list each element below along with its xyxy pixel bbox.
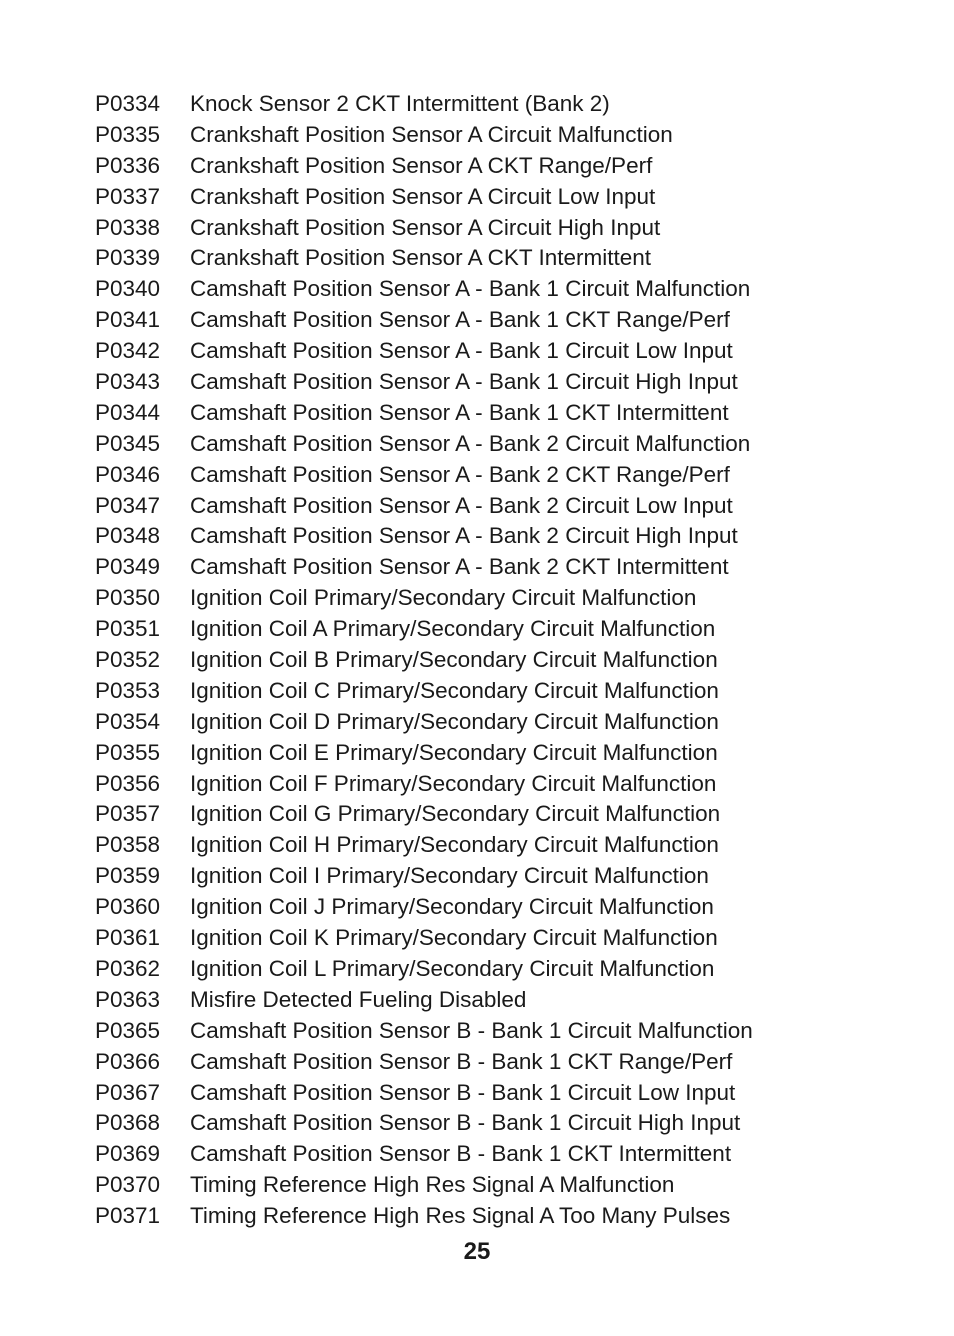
code-row (95, 521, 753, 552)
dtc-description: Camshaft Position Sensor A - Bank 1 CKT Intermittent (190, 399, 729, 425)
dtc-description: Crankshaft Position Sensor A Circuit Low Input (190, 183, 656, 209)
dtc-code: P0345 (95, 430, 161, 456)
dtc-description: Ignition Coil K Primary/Secondary Circuit Malfunction (190, 925, 718, 951)
dtc-description: Camshaft Position Sensor B - Bank 1 Circuit Low Input (190, 1079, 736, 1105)
dtc-code: P0361 (95, 925, 161, 951)
code-row (95, 892, 753, 923)
dtc-description: Ignition Coil E Primary/Secondary Circuit Malfunction (190, 739, 718, 765)
dtc-code: P0341 (95, 307, 161, 333)
code-row (95, 676, 753, 707)
code-row (95, 985, 753, 1016)
dtc-description: Ignition Coil H Primary/Secondary Circuit Malfunction (190, 832, 719, 858)
code-row (95, 954, 753, 985)
dtc-description: Ignition Coil L Primary/Secondary Circuit Malfunction (190, 955, 715, 981)
code-row (95, 923, 753, 954)
dtc-description: Camshaft Position Sensor A - Bank 1 Circuit Malfunction (190, 276, 751, 302)
code-row (95, 367, 753, 398)
dtc-description: Camshaft Position Sensor B - Bank 1 CKT Intermittent (190, 1141, 732, 1167)
dtc-description: Timing Reference High Res Signal A Malfunction (190, 1172, 675, 1198)
dtc-code: P0349 (95, 554, 161, 580)
dtc-description: Ignition Coil B Primary/Secondary Circuit Malfunction (190, 647, 718, 673)
page-number: 25 (463, 1238, 491, 1265)
dtc-description: Camshaft Position Sensor A - Bank 1 CKT Range/Perf (190, 307, 730, 333)
code-row (95, 398, 753, 429)
dtc-code: P0343 (95, 369, 161, 395)
dtc-code: P0356 (95, 770, 161, 796)
code-row (95, 305, 753, 336)
dtc-code: P0363 (95, 986, 161, 1012)
dtc-description: Camshaft Position Sensor B - Bank 1 Circuit High Input (190, 1110, 741, 1136)
dtc-code: P0354 (95, 708, 161, 734)
code-row (95, 1139, 753, 1170)
dtc-description: Timing Reference High Res Signal A Too Many Pulses (190, 1203, 731, 1229)
code-row (95, 1170, 753, 1201)
dtc-code: P0353 (95, 677, 161, 703)
dtc-description: Crankshaft Position Sensor A CKT Range/Perf (190, 152, 653, 178)
code-row (95, 274, 753, 305)
dtc-description: Crankshaft Position Sensor A Circuit Malfunction (190, 121, 673, 147)
dtc-code: P0359 (95, 863, 161, 889)
dtc-description: Crankshaft Position Sensor A Circuit High Input (190, 214, 661, 240)
dtc-code: P0366 (95, 1048, 161, 1074)
dtc-code: P0358 (95, 832, 161, 858)
dtc-code: P0340 (95, 276, 161, 302)
dtc-code: P0368 (95, 1110, 161, 1136)
dtc-code: P0365 (95, 1017, 161, 1043)
dtc-code: P0352 (95, 647, 161, 673)
dtc-code: P0367 (95, 1079, 161, 1105)
code-row (95, 1108, 753, 1139)
code-row (95, 1201, 753, 1232)
dtc-code: P0360 (95, 894, 161, 920)
code-row (95, 769, 753, 800)
dtc-description: Ignition Coil J Primary/Secondary Circuit Malfunction (190, 894, 714, 920)
code-row (95, 89, 753, 120)
dtc-code: P0355 (95, 739, 161, 765)
dtc-description: Camshaft Position Sensor B - Bank 1 Circuit Malfunction (190, 1017, 753, 1043)
dtc-code: P0370 (95, 1172, 161, 1198)
dtc-code: P0371 (95, 1203, 161, 1229)
dtc-code: P0350 (95, 585, 161, 611)
code-row (95, 460, 753, 491)
dtc-code: P0346 (95, 461, 161, 487)
code-row (95, 1078, 753, 1109)
code-row (95, 336, 753, 367)
dtc-code: P0342 (95, 338, 161, 364)
dtc-code: P0362 (95, 955, 161, 981)
code-row (95, 213, 753, 244)
dtc-description: Ignition Coil Primary/Secondary Circuit Malfunction (190, 585, 697, 611)
dtc-code: P0347 (95, 492, 161, 518)
dtc-description: Camshaft Position Sensor A - Bank 2 Circuit Low Input (190, 492, 733, 518)
dtc-description: Ignition Coil A Primary/Secondary Circuit Malfunction (190, 616, 716, 642)
dtc-description: Ignition Coil D Primary/Secondary Circuit Malfunction (190, 708, 719, 734)
code-row (95, 861, 753, 892)
code-row (95, 645, 753, 676)
dtc-description: Ignition Coil F Primary/Secondary Circuit Malfunction (190, 770, 717, 796)
dtc-description: Ignition Coil C Primary/Secondary Circuit Malfunction (190, 677, 719, 703)
dtc-description: Camshaft Position Sensor A - Bank 2 CKT Intermittent (190, 554, 729, 580)
code-row (95, 1047, 753, 1078)
dtc-code: P0344 (95, 399, 161, 425)
dtc-code-list (95, 89, 753, 1232)
code-row (95, 491, 753, 522)
dtc-code: P0369 (95, 1141, 161, 1167)
dtc-code: P0339 (95, 245, 161, 271)
dtc-description: Camshaft Position Sensor A - Bank 1 Circuit Low Input (190, 338, 733, 364)
dtc-description: Camshaft Position Sensor B - Bank 1 CKT Range/Perf (190, 1048, 733, 1074)
dtc-description: Misfire Detected Fueling Disabled (190, 986, 527, 1012)
code-row (95, 583, 753, 614)
code-row (95, 151, 753, 182)
dtc-description: Camshaft Position Sensor A - Bank 1 Circuit High Input (190, 369, 738, 395)
dtc-code: P0337 (95, 183, 161, 209)
dtc-code: P0334 (95, 91, 161, 116)
code-row (95, 707, 753, 738)
code-row (95, 120, 753, 151)
dtc-code: P0336 (95, 152, 161, 178)
code-row (95, 614, 753, 645)
dtc-description: Camshaft Position Sensor A - Bank 2 Circuit High Input (190, 523, 738, 549)
code-row (95, 552, 753, 583)
dtc-code: P0348 (95, 523, 161, 549)
dtc-code: P0357 (95, 801, 161, 827)
dtc-code: P0335 (95, 121, 161, 147)
code-row (95, 1016, 753, 1047)
code-row (95, 830, 753, 861)
dtc-description: Ignition Coil G Primary/Secondary Circuit Malfunction (190, 801, 721, 827)
code-row (95, 738, 753, 769)
code-row (95, 243, 753, 274)
dtc-code: P0338 (95, 214, 161, 240)
dtc-description: Crankshaft Position Sensor A CKT Intermittent (190, 245, 652, 271)
code-row (95, 799, 753, 830)
dtc-description: Camshaft Position Sensor A - Bank 2 Circuit Malfunction (190, 430, 751, 456)
dtc-description: Camshaft Position Sensor A - Bank 2 CKT Range/Perf (190, 461, 730, 487)
code-row (95, 429, 753, 460)
dtc-description: Ignition Coil I Primary/Secondary Circuit Malfunction (190, 863, 709, 889)
code-row (95, 182, 753, 213)
dtc-code: P0351 (95, 616, 161, 642)
dtc-description: Knock Sensor 2 CKT Intermittent (Bank 2) (190, 91, 610, 116)
